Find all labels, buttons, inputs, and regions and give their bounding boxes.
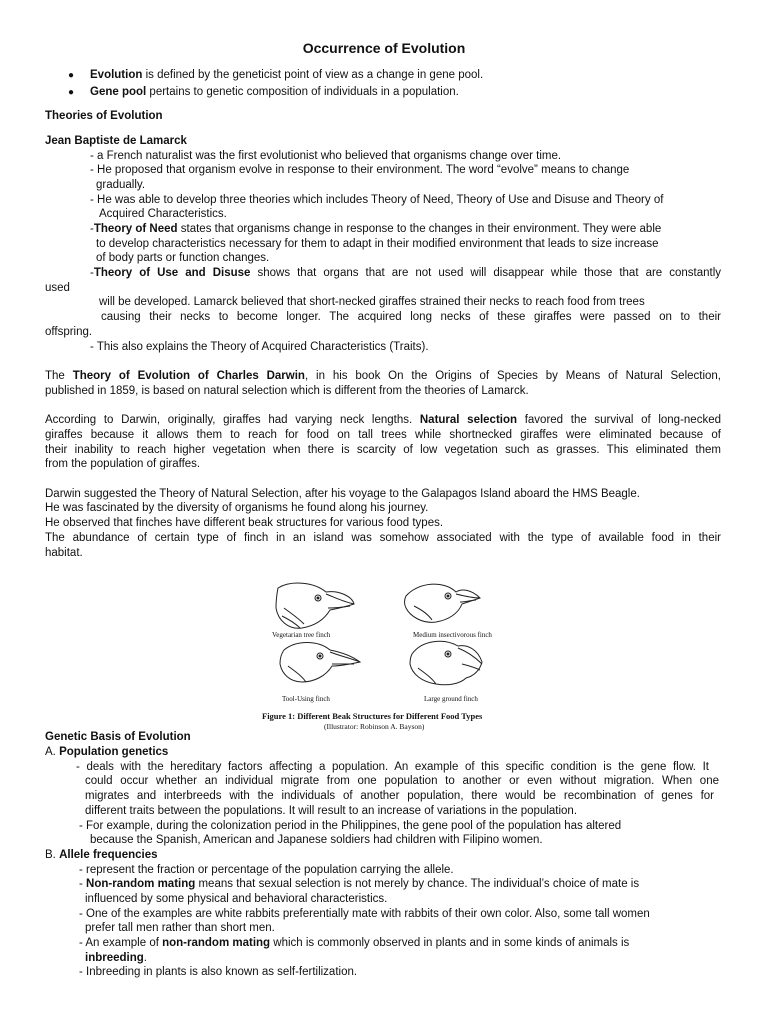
population-genetics-line: migrates and interbreeds with the individuals of another population, there would be recombination of genes for [85,790,714,802]
figure-credit: (Illustrator: Robinson A. Bayson) [324,722,425,731]
population-genetics-line: - deals with the hereditary factors affecting a population. An example of this specific condition is the gene flow. It [76,761,709,773]
population-genetics-line: because the Spanish, American and Japanese soldiers had children with Filipino women. [90,834,543,846]
allele-frequencies-heading: B. Allele frequencies [45,849,158,861]
lamarck-line: - This also explains the Theory of Acquired Characteristics (Traits). [90,341,429,353]
darwin-paragraph-line: from the population of giraffes. [45,458,201,470]
page-title: Occurrence of Evolution [302,40,466,56]
bullet-gene-pool: Gene pool pertains to genetic composition of individuals in a population. [90,86,459,98]
population-genetics-line: - For example, during the colonization period in the Philippines, the gene pool of the population has altered [79,820,622,832]
population-genetics-line: different traits between the populations. It will result to an increase of variations in the population. [85,805,578,817]
finch-label: Vegetarian tree finch [272,631,331,639]
darwin-paragraph-line: The abundance of certain type of finch in an island was somehow associated with the type of available food in their [45,532,721,544]
lamarck-line: will be developed. Lamarck believed that short-necked giraffes strained their necks to reach food from trees [99,296,645,308]
darwin-paragraph-line: giraffes because it allows them to reach for food on tall trees while shortnecked giraffes were eliminated because of [45,429,721,441]
population-genetics-heading: A. Population genetics [45,746,169,758]
finch-label: Medium insectivorous finch [413,631,492,639]
lamarck-heading: Jean Baptiste de Lamarck [45,135,187,147]
lamarck-line: to develop characteristics necessary for them to adapt in their modified environment that leads to size increase [96,238,659,250]
theory-of-need-line: -Theory of Need states that organisms change in response to the changes in their environment. They were able [90,223,662,235]
lamarck-line: gradually. [96,179,146,191]
lamarck-line: of body parts or function changes. [96,252,270,264]
lamarck-line: causing their necks to become longer. The acquired long necks of these giraffes were passed on to their [101,311,721,323]
bullet-evolution: Evolution is defined by the geneticist point of view as a change in gene pool. [90,69,484,81]
darwin-paragraph-line: The Theory of Evolution of Charles Darwin, in his book On the Origins of Species by Means of Natural Selection, [45,370,722,382]
finch-label: Large ground finch [424,695,478,703]
large-ground-finch-drawing [410,641,482,684]
finch-beaks-figure [266,578,516,708]
lamarck-line: - He was able to develop three theories which includes Theory of Need, Theory of Use and Disuse and Theory of [90,194,664,206]
allele-frequencies-line: - represent the fraction or percentage of the population carrying the allele. [79,864,454,876]
lamarck-line: used [45,282,70,294]
allele-frequencies-line: - One of the examples are white rabbits preferentially mate with rabbits of their own color. Also, some tall women [79,908,650,920]
darwin-paragraph-line: He observed that finches have different beak structures for various food types. [45,517,444,529]
figure-caption: Figure 1: Different Beak Structures for Different Food Types [262,711,483,721]
tool-using-finch-drawing [280,643,360,683]
darwin-paragraph-line: Darwin suggested the Theory of Natural Selection, after his voyage to the Galapagos Island aboard the HMS Beagle. [45,488,640,500]
lamarck-line: - a French naturalist was the first evolutionist who believed that organisms change over time. [90,150,562,162]
allele-frequencies-line: - Inbreeding in plants is also known as self-fertilization. [79,966,358,978]
natural-selection-line: According to Darwin, originally, giraffes had varying neck lengths. Natural selection favored the survival of long-necked [45,414,721,426]
genetic-basis-heading: Genetic Basis of Evolution [45,731,191,743]
population-genetics-line: could occur whether an individual migrate from one population to another or even without migration. When one [85,775,719,787]
darwin-paragraph-line: published in 1859, is based on natural selection which is different from the theories of Lamarck. [45,385,529,397]
darwin-paragraph-line: He was fascinated by the diversity of organisms he found along his journey. [45,502,429,514]
vegetarian-tree-finch-drawing [276,583,354,628]
finch-label: Tool-Using finch [282,695,330,703]
inbreeding-line: inbreeding. [85,952,147,964]
lamarck-line: Acquired Characteristics. [99,208,227,220]
non-random-mating-line: - Non-random mating means that sexual selection is not merely by chance. The individual’s choice of mate is [79,878,640,890]
allele-frequencies-line: - An example of non-random mating which is commonly observed in plants and in some kinds of animals is [79,937,630,949]
lamarck-line: offspring. [45,326,93,338]
theory-of-use-disuse-line: -Theory of Use and Disuse shows that organs that are not used will disappear while those that are constantly [90,267,721,279]
bullet-dot: ● [68,70,75,81]
bullet-dot: ● [68,87,75,98]
allele-frequencies-line: prefer tall men rather than short men. [85,922,275,934]
darwin-paragraph-line: their inability to reach higher vegetation when there is scarcity of low vegetation such as grasses. This eliminated them [45,444,721,456]
medium-insectivorous-finch-drawing [405,584,481,622]
section-heading-theories: Theories of Evolution [45,110,163,122]
allele-frequencies-line: influenced by some physical and behavioral characteristics. [85,893,388,905]
darwin-paragraph-line: habitat. [45,547,83,559]
lamarck-line: - He proposed that organism evolve in response to their environment. The word “evolve” means to change [90,164,630,176]
